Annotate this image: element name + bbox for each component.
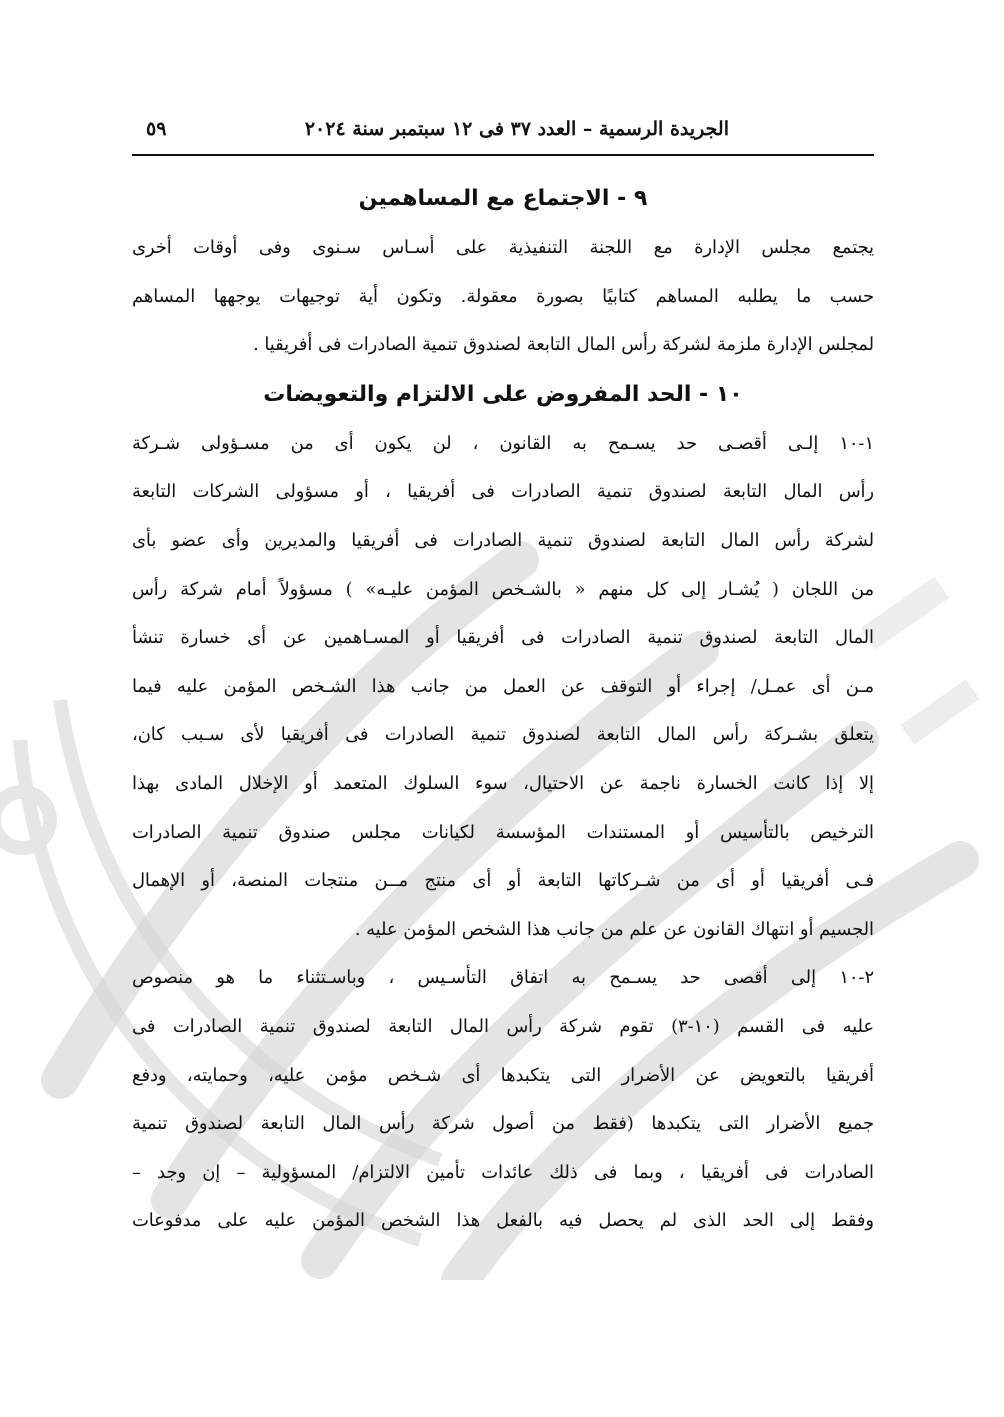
paragraph-line: يجتمع مجلس الإدارة مع اللجنة التنفيذية على أسـاس سـنوى وفى أوقات أخرى [132,237,874,258]
paragraph-line: فـى أفريقيا أو أى من شـركاتها التابعة أو أى منتج مــن منتجات المنصة، أو الإهمال [132,870,874,892]
paragraph-line: لمجلس الإدارة ملزمة لشركة رأس المال التابعة لصندوق تنمية الصادرات فى أفريقيا . [253,334,874,356]
paragraph-line: حسب ما يطلبه المساهم كتابيًا بصورة معقولة. وتكون أية توجيهات يوجهها المساهم [132,285,874,307]
paragraph-line: لشركة رأس المال التابعة لصندوق تنمية الصادرات فى أفريقيا والمديرين وأى عضو بأى [132,529,874,551]
paragraph-line: وفقط إلى الحد الذى لم يحصل فيه بالفعل هذا الشخص المؤمن عليه على مدفوعات [132,1210,874,1232]
paragraph-line: الصادرات فى أفريقيا ، وبما فى ذلك عائدات تأمين الالتزام/ المسؤولية – إن وجد – [132,1161,874,1183]
paragraph-line: ١-١٠ إلـى أقصـى حد يسـمح به القانون ، لن يكون أى من مسـؤولى شـركة [132,432,874,454]
paragraph-line: إلا إذا كانت الخسارة ناجمة عن الاحتيال، سوء السلوك المتعمد أو الإخلال المادى بهذا [132,772,874,794]
running-header [132,112,874,156]
header-title: الجريدة الرسمية – العدد ٣٧ فى ١٢ سبتمبر سنة ٢٠٢٤ [304,118,729,140]
paragraph-line: أفريقيا بالتعويض عن الأضرار التى يتكبدها أى شـخص مؤمن عليه، وحمايته، ودفع [132,1064,874,1086]
paragraph-line: الجسيم أو انتهاك القانون عن علم من جانب هذا الشخص المؤمن عليه . [354,918,874,940]
page-number: ٥٩ [146,118,167,140]
clause-10-2-paragraph [132,954,874,1246]
section-9-heading: ٩ - الاجتماع مع المساهمين [358,186,648,211]
page-content [132,112,874,1246]
section-10-heading: ١٠ - الحد المفروض على الالتزام والتعويضات [263,381,743,407]
paragraph-line: رأس المال التابعة لصندوق تنمية الصادرات فى أفريقيا ، أو مسؤولى الشركات التابعة [132,481,874,503]
paragraph-line: جميع الأضرار التى يتكبدها (فقط من أصول شركة رأس المال التابعة لصندوق تنمية [132,1113,874,1135]
paragraph-line: الترخيص بالتأسيس أو المستندات المؤسسة لكيانات مجلس صندوق تنمية الصادرات [132,821,874,843]
paragraph-line: ٢-١٠ إلى أقصى حد يسـمح به اتفاق التأسـيس ، وباسـتثناء ما هو منصوص [132,967,874,989]
paragraph-line: المال التابعة لصندوق تنمية الصادرات فى أفريقيا أو المسـاهمين عن أى خسارة تنشأ [132,627,874,649]
paragraph-line: يتعلق بشـركة رأس المال التابعة لصندوق تنمية الصادرات فى أفريقيا لأى سـبب كان، [132,724,874,746]
paragraph-line: مـن أى عمـل/ إجراء أو التوقف عن العمل من جانب هذا الشـخص المؤمن عليه فيما [132,675,874,697]
section-9-paragraph [132,224,874,370]
paragraph-line: من اللجان ( يُشـار إلى كل منهم « بالشـخص المؤمن عليـه» ) مسؤولاً أمام شركة رأس [132,578,874,600]
clause-10-1-paragraph [132,420,874,955]
paragraph-line: عليه فى القسم (١٠-٣) تقوم شركة رأس المال التابعة لصندوق تنمية الصادرات فى [132,1015,874,1037]
